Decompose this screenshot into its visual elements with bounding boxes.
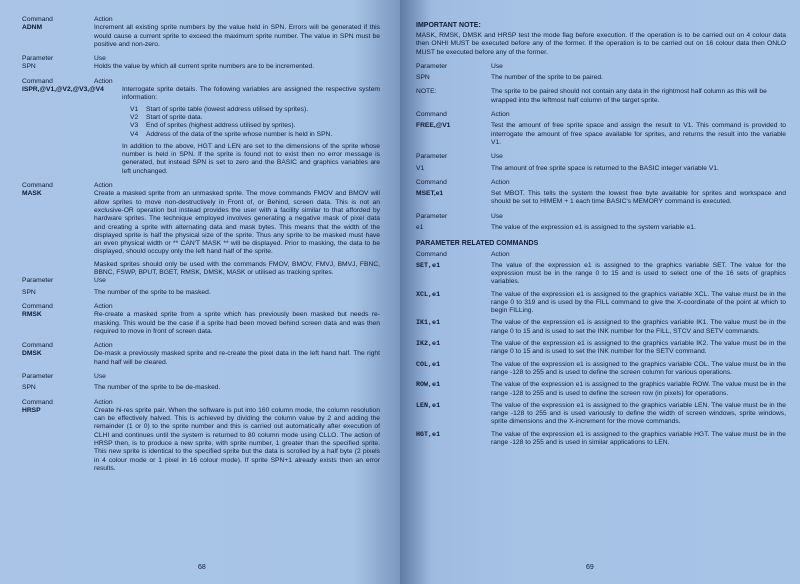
command-desc: Set MBOT. This tells the system the lowest free byte available for sprites and workspace and should be set to HIMEM + 1 each time BASIC's MEMORY command is executed. bbox=[491, 190, 786, 206]
adnm-header bbox=[22, 16, 380, 24]
command-note: In addition to the above, HGT and LEN are set to the dimensions of the sprite whose number is held in SPN. If the sprite is found not to exist then no error message is generated, but instead SPN is set to zero and the BASIC and graphics variables are left unchanged. bbox=[122, 142, 380, 175]
command-desc: The value of the expression e1 is assigned to the graphics variable HGT. The value must be in the range -128 to 255 and is used in similar applications to LEN. bbox=[491, 430, 786, 446]
command-name: COL,e1 bbox=[416, 360, 441, 369]
variable-key: V2 bbox=[130, 113, 139, 121]
label-action: Action bbox=[491, 111, 510, 119]
variable-item bbox=[130, 122, 380, 130]
dmsk-param-row bbox=[22, 384, 380, 392]
pair-note-row bbox=[416, 88, 786, 105]
pair-param-header bbox=[416, 63, 786, 71]
rmsk-header bbox=[22, 303, 380, 311]
label-use: Use bbox=[491, 62, 503, 70]
variable-desc: Start of sprite table (lowest address utilised by sprites). bbox=[146, 105, 309, 113]
param-command-row bbox=[416, 319, 786, 336]
command-name: RMSK bbox=[22, 311, 42, 319]
command-name: MSET,e1 bbox=[416, 190, 444, 198]
pair-param-row bbox=[416, 74, 786, 82]
label-action: Action bbox=[94, 342, 113, 350]
param-command-row bbox=[416, 291, 786, 316]
mset-param-header bbox=[416, 213, 786, 221]
variable-item bbox=[130, 114, 380, 122]
label-parameter: Parameter bbox=[416, 212, 448, 220]
param-command-row bbox=[416, 340, 786, 357]
label-action: Action bbox=[94, 182, 113, 190]
mask-param-row bbox=[22, 289, 380, 297]
variable-desc: Address of the data of the sprite whose number is held in SPN. bbox=[146, 130, 333, 138]
param-name: V1 bbox=[416, 164, 425, 172]
mset-header bbox=[416, 179, 786, 187]
param-command-row bbox=[416, 431, 786, 448]
ispr-header bbox=[22, 78, 380, 86]
variable-desc: Start of sprite data. bbox=[146, 113, 203, 121]
param-name: e1 bbox=[416, 224, 424, 232]
command-desc: The value of the expression e1 is assigned to the graphics variable IK2. The value must be in the range 0 to 15 and is used to set the INK number for the SETV command. bbox=[491, 340, 786, 356]
label-action: Action bbox=[94, 77, 113, 85]
command-note: Masked sprites should only be used with the commands FMOV, BMOV, FMVJ, BMVJ, FBNC, BBNC, FSWP, BPUT, BGET, RMSK, DMSK, MASK or utilised as tracking sprites. bbox=[94, 260, 380, 277]
param-desc: The value of the expression e1 is assigned to the system variable e1. bbox=[491, 224, 696, 232]
command-name: LEN,e1 bbox=[416, 401, 441, 410]
param-desc: The number of the sprite to be de-masked. bbox=[94, 384, 221, 392]
dmsk-header bbox=[22, 342, 380, 350]
label-command: Command bbox=[22, 398, 53, 406]
label-use: Use bbox=[94, 55, 106, 63]
page-number: 68 bbox=[198, 564, 206, 571]
command-name: ADNM bbox=[22, 24, 43, 32]
label-parameter: Parameter bbox=[22, 55, 54, 63]
label-command: Command bbox=[22, 302, 53, 310]
param-desc: The amount of free sprite space is returned to the BASIC integer variable V1. bbox=[491, 164, 719, 172]
label-use: Use bbox=[491, 212, 503, 220]
adnm-param-header bbox=[22, 55, 380, 63]
label-use: Use bbox=[491, 153, 503, 161]
command-name: MASK bbox=[22, 190, 42, 198]
important-note-title: IMPORTANT NOTE: bbox=[416, 22, 481, 29]
label-command: Command bbox=[416, 251, 447, 259]
command-name: HGT,e1 bbox=[416, 430, 441, 439]
command-desc: Test the amount of free sprite space and assign the result to V1. This command is provided to interrogate the amount of free space available for sprites, and returns the result into the variable V1. bbox=[491, 122, 786, 146]
label-command: Command bbox=[22, 77, 53, 85]
variable-list bbox=[122, 106, 380, 139]
param-command-row bbox=[416, 262, 786, 287]
command-name: HRSP bbox=[22, 406, 41, 414]
command-desc: Re-create a masked sprite from a sprite which has previously been masked but needs re-masking. This would be the case if a sprite had been moved behind screen data and was then required to move in front of screen data. bbox=[94, 311, 380, 335]
label-parameter: Parameter bbox=[22, 277, 54, 285]
ispr-row bbox=[22, 86, 380, 176]
param-name: SPN bbox=[22, 288, 36, 296]
label-command: Command bbox=[416, 111, 447, 119]
variable-item bbox=[130, 131, 380, 139]
command-desc: Interrogate sprite details. The following variables are assigned the respective system information: bbox=[122, 86, 380, 102]
param-name: SPN bbox=[22, 63, 36, 71]
variable-item bbox=[130, 106, 380, 114]
note-text: The sprite to be paired should not contain any data in the rightmost half column as this will be wrapped into the leftmost half column of the target sprite. bbox=[491, 88, 767, 104]
command-desc: The value of the expression e1 is assigned to the graphics variable ROW. The value must be in the range -128 to 255 and is used to define the screen row (in pixels) for operations. bbox=[491, 381, 786, 397]
param-name: SPN bbox=[22, 384, 36, 392]
label-parameter: Parameter bbox=[22, 372, 54, 380]
command-name: SET,e1 bbox=[416, 261, 441, 270]
command-desc: Create hi-res sprite pair. When the software is put into 160 column mode, the column resolution can be effectively halved. This is achieved by dividing the column value by 2 and adding the remainder (1 or 0) to the sprite number and this is carried out automatically after execution of CLHI and continues until the system is returned to 80 column mode using CLLO. The action of HRSP then, is to produce a new sprite, with sprite number, 1 greater than the specified sprite. This new sprite is identical to the specified sprite but the data is scrolled by a half byte (2 pixels in 4 colour mode or 1 pixel in 16 colour mode). If sprite SPN+1 already exists then an error results. bbox=[94, 406, 380, 472]
label-parameter: Parameter bbox=[416, 153, 448, 161]
label-action: Action bbox=[94, 16, 113, 23]
important-note-text: MASK, RMSK, DMSK and HRSP test the mode flag before execution. If the operation is to be carried out on 4 colour data then ONHI MUST be executed before any of the former. If the operation is to be carried out on 16 colour data then ONLO MUST be executed before any of the former. bbox=[416, 32, 786, 56]
free-header bbox=[416, 111, 786, 119]
label-action: Action bbox=[491, 251, 510, 259]
command-desc: The value of the expression e1 is assigned to the graphics variable LEN. The value must be in the range -128 to 255 and is used variously to define the width of screen windows, sprite windows, sprite dimensions and the X-increment for the move commands. bbox=[491, 401, 786, 426]
mask-row bbox=[22, 190, 380, 277]
right-page bbox=[400, 0, 800, 584]
variable-key: V3 bbox=[130, 122, 139, 130]
label-command: Command bbox=[416, 178, 447, 186]
label-action: Action bbox=[491, 178, 510, 186]
label-command: Command bbox=[22, 182, 53, 190]
command-desc: The value of the expression e1 is assigned to the graphics variable SET. The value for the expression must be in the range 0 to 15 and is used to select one of the 16 sets of graphics variables. bbox=[491, 261, 786, 286]
param-command-row bbox=[416, 381, 786, 398]
command-name: FREE,@V1 bbox=[416, 122, 451, 130]
param-desc: The number of the sprite to be paired. bbox=[491, 74, 603, 82]
hrsp-row bbox=[22, 407, 380, 473]
command-desc: De-mask a previously masked sprite and re-create the pixel data in the left hand half. The right hand half will be cleared. bbox=[94, 350, 380, 366]
hrsp-header bbox=[22, 399, 380, 407]
parameter-commands-title: PARAMETER RELATED COMMANDS bbox=[416, 240, 539, 248]
command-desc-block bbox=[122, 86, 380, 176]
mset-row bbox=[416, 190, 786, 207]
rmsk-row bbox=[22, 311, 380, 336]
important-note-text-row bbox=[416, 32, 786, 57]
free-param-row bbox=[416, 165, 786, 173]
dmsk-row bbox=[22, 350, 380, 367]
adnm-row bbox=[22, 24, 380, 49]
label-parameter: Parameter bbox=[416, 62, 448, 70]
variable-key: V1 bbox=[130, 105, 139, 113]
label-command: Command bbox=[22, 342, 53, 350]
parameter-commands-header bbox=[416, 251, 786, 259]
free-param-header bbox=[416, 153, 786, 161]
command-name: IK1,e1 bbox=[416, 319, 441, 328]
mask-param-header bbox=[22, 277, 380, 285]
note-label: NOTE: bbox=[416, 88, 437, 96]
command-desc: Increment all existing sprite numbers by the value held in SPN. Errors will be generated if this would cause a current sprite to exceed the maximum sprite number. The value in SPN must be positive and non-zero. bbox=[94, 24, 380, 48]
label-use: Use bbox=[94, 277, 106, 285]
param-command-row bbox=[416, 361, 786, 378]
command-desc: Create a masked sprite from an unmasked sprite. The move commands FMOV and BMOV will allow sprites to move non-destructively in Front of, or Behind, screen data. This is not an exclusive-OR operation but instead provides the user with a facility similar to that afforded by hardware sprites. The technique employed involves generating a negative mask of pixel data and creating a sprite with alternating data and mask bytes. This means that the width of the displayed sprite is half the physical size of the sprite. Thus any sprite to be masked must have an even physical width or ** CAN'T MASK ** will be displayed. Prior to masking, the data to be displayed, should occupy only the left hand half of the sprite. bbox=[94, 190, 380, 256]
command-name: DMSK bbox=[22, 350, 42, 358]
param-desc: The number of the sprite to be masked. bbox=[94, 288, 211, 296]
variable-key: V4 bbox=[130, 130, 139, 138]
param-name: SPN bbox=[416, 74, 430, 82]
dmsk-param-header bbox=[22, 373, 380, 381]
page-number: 69 bbox=[586, 564, 594, 571]
command-name: ROW,e1 bbox=[416, 381, 441, 390]
command-name: ISPR,@V1,@V2,@V3,@V4 bbox=[22, 86, 104, 94]
label-action: Action bbox=[94, 302, 113, 310]
command-name: IK2,e1 bbox=[416, 340, 441, 349]
param-desc: Holds the value by which all current sprite numbers are to be incremented. bbox=[94, 63, 315, 71]
label-command: Command bbox=[22, 16, 53, 23]
command-name: XCL,e1 bbox=[416, 290, 441, 299]
command-desc-block bbox=[94, 190, 380, 277]
free-row bbox=[416, 122, 786, 147]
label-action: Action bbox=[94, 398, 113, 406]
adnm-param-row bbox=[22, 63, 380, 71]
variable-desc: End of sprites (highest address utilised by sprites). bbox=[146, 122, 296, 130]
mask-header bbox=[22, 182, 380, 190]
label-use: Use bbox=[94, 372, 106, 380]
command-desc: The value of the expression e1 is assigned to the graphics variable COL. The value must be in the range -128 to 255 and is used to define the screen column for various operations. bbox=[491, 360, 786, 376]
mset-param-row bbox=[416, 224, 786, 232]
command-desc: The value of the expression e1 is assigned to the graphics variable IK1. The value must be in the range 0 to 15 and is used to set the INK number for the FILL, STCV and SETV commands. bbox=[491, 319, 786, 335]
param-command-row bbox=[416, 402, 786, 427]
command-desc: The value of the expression e1 is assigned to the graphics variable XCL. The value must be in the range 0 to 319 and is used by the FILL command to give the X-coordinate of the point at which to begin FILLing. bbox=[491, 290, 786, 315]
